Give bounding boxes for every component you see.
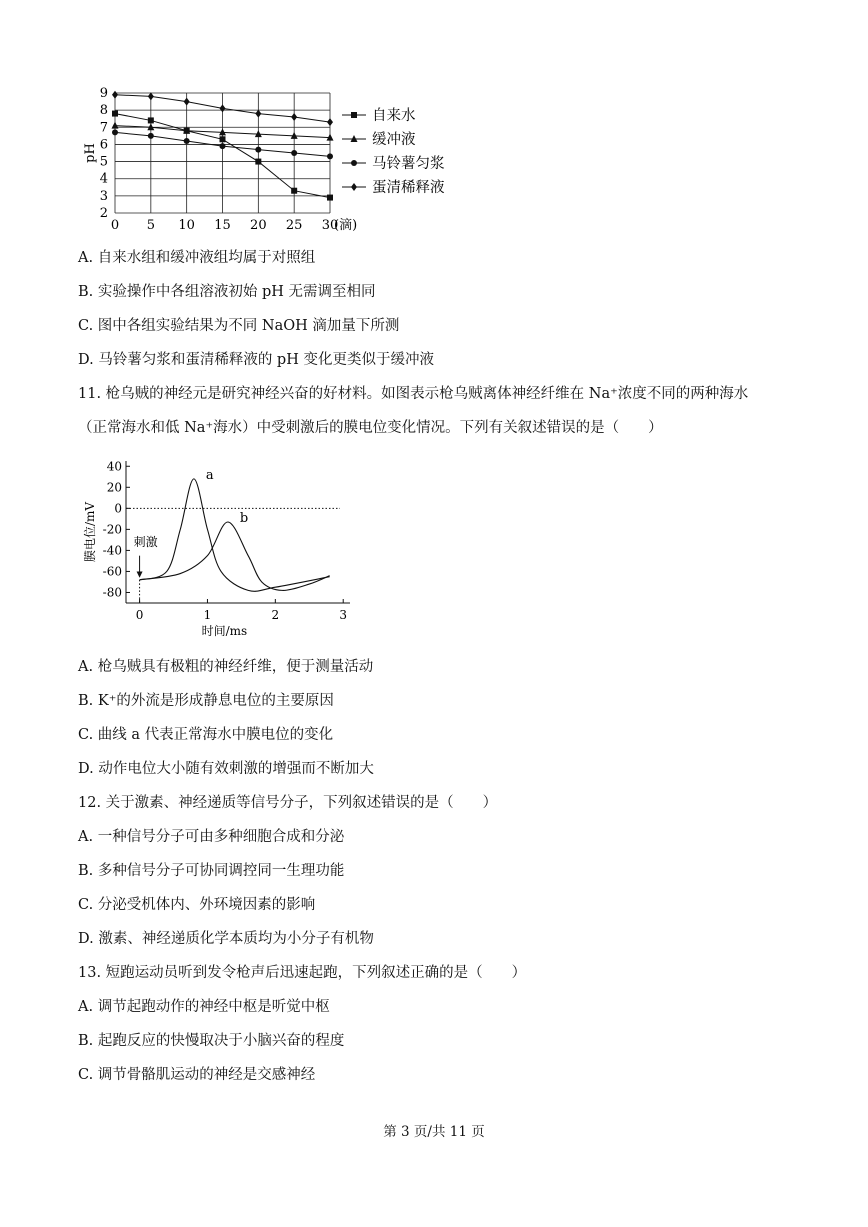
x-tick-label: 0 — [135, 608, 144, 622]
legend-label: 自来水 — [372, 108, 416, 124]
x-tick-label: 2 — [271, 608, 280, 622]
data-point-circle — [184, 138, 190, 144]
data-point-circle — [291, 150, 297, 156]
data-point-circle — [255, 147, 261, 153]
x-tick-label: 5 — [146, 218, 155, 233]
q11-stem-line1: 11. 枪乌贼的神经元是研究神经兴奋的好材料。如图表示枪乌贼离体神经纤维在 Na⁺浓度不同的两种海水 — [78, 386, 749, 402]
data-point-diamond — [112, 91, 118, 99]
y-tick-label: 0 — [114, 501, 122, 516]
q11-option-d: D. 动作电位大小随有效刺激的增强而不断加大 — [78, 761, 374, 777]
data-point-diamond — [255, 110, 261, 118]
curve-a — [140, 479, 330, 591]
y-axis-label: 膜电位/mV — [83, 501, 97, 563]
q13-stem: 13. 短跑运动员听到发令枪声后迅速起跑，下列叙述正确的是（ ） — [78, 965, 527, 981]
y-axis-label: pH — [83, 143, 98, 163]
x-tick-label: 25 — [285, 218, 303, 233]
q12-option-c: C. 分泌受机体内、外环境因素的影响 — [78, 897, 316, 913]
q13-option-b: B. 起跑反应的快慢取决于小脑兴奋的程度 — [78, 1033, 345, 1049]
y-tick-label: 8 — [99, 103, 108, 119]
y-tick-label: 9 — [99, 86, 108, 101]
data-point-triangle — [112, 122, 119, 129]
x-tick-label: 20 — [250, 218, 267, 233]
q10-option-a: A. 自来水组和缓冲液组均属于对照组 — [78, 250, 316, 266]
data-point-circle — [220, 143, 226, 149]
x-unit-label: (滴) — [334, 218, 358, 233]
data-point-circle — [327, 153, 333, 159]
ph-chart — [80, 85, 550, 235]
legend-label: 缓冲液 — [372, 132, 416, 148]
legend-marker-diamond — [351, 183, 357, 191]
q11-option-a: A. 枪乌贼具有极粗的神经纤维，便于测量活动 — [78, 659, 374, 675]
legend-marker-circle — [351, 160, 357, 166]
y-tick-label: -60 — [102, 564, 122, 579]
y-tick-label: 40 — [106, 459, 122, 474]
data-point-square — [327, 195, 333, 201]
data-point-diamond — [291, 113, 297, 121]
q10-option-b: B. 实验操作中各组溶液初始 pH 无需调至相同 — [78, 284, 376, 300]
data-point-diamond — [184, 98, 190, 106]
y-tick-label: -40 — [102, 543, 122, 558]
q13-option-a: A. 调节起跑动作的神经中枢是听觉中枢 — [78, 999, 330, 1015]
legend-marker-square — [351, 112, 357, 118]
q11-option-c: C. 曲线 a 代表正常海水中膜电位的变化 — [78, 727, 334, 743]
data-point-diamond — [148, 92, 154, 100]
q12-option-d: D. 激素、神经递质化学本质均为小分子有机物 — [78, 931, 374, 947]
curve-b — [140, 522, 330, 590]
data-point-square — [220, 136, 226, 142]
x-tick-label: 1 — [203, 608, 212, 622]
x-tick-label: 30 — [321, 218, 339, 233]
data-point-circle — [112, 129, 118, 135]
x-tick-label: 3 — [339, 608, 348, 622]
y-tick-label: 6 — [99, 137, 108, 153]
curve-label-a: a — [205, 467, 214, 483]
x-tick-label: 15 — [214, 218, 231, 233]
x-tick-label: 0 — [110, 218, 120, 233]
y-tick-label: 7 — [99, 120, 108, 136]
stimulus-label: 刺激 — [133, 535, 158, 550]
y-tick-label: 3 — [99, 188, 108, 204]
q10-option-d: D. 马铃薯匀浆和蛋清稀释液的 pH 变化更类似于缓冲液 — [78, 352, 434, 368]
q12-option-b: B. 多种信号分子可协同调控同一生理功能 — [78, 863, 345, 879]
q11-option-b: B. K⁺的外流是形成静息电位的主要原因 — [78, 693, 334, 709]
data-point-square — [291, 188, 297, 194]
y-tick-label: -80 — [102, 585, 122, 600]
q10-option-c: C. 图中各组实验结果为不同 NaOH 滴加量下所测 — [78, 318, 400, 334]
stimulus-arrow-head — [137, 571, 143, 577]
q12-stem: 12. 关于激素、神经递质等信号分子，下列叙述错误的是（ ） — [78, 795, 498, 811]
page-footer: 第 3 页/共 11 页 — [383, 1124, 485, 1140]
legend-label: 蛋清稀释液 — [372, 180, 445, 196]
data-point-circle — [148, 133, 154, 139]
data-point-diamond — [220, 104, 226, 112]
data-point-diamond — [327, 118, 333, 126]
y-tick-label: 2 — [99, 206, 108, 221]
data-point-square — [112, 111, 118, 117]
q11-stem-line2: （正常海水和低 Na⁺海水）中受刺激后的膜电位变化情况。下列有关叙述错误的是（ ） — [78, 420, 663, 436]
y-tick-label: 20 — [106, 480, 122, 495]
data-point-square — [255, 159, 261, 165]
data-point-square — [148, 117, 154, 123]
x-axis-label: 时间/ms — [201, 624, 248, 638]
q12-option-a: A. 一种信号分子可由多种细胞合成和分泌 — [78, 829, 345, 845]
x-tick-label: 10 — [178, 218, 195, 233]
q13-option-c: C. 调节骨骼肌运动的神经是交感神经 — [78, 1067, 316, 1083]
legend-label: 马铃薯匀浆 — [372, 156, 445, 172]
curve-label-b: b — [239, 511, 249, 527]
y-tick-label: 4 — [99, 171, 108, 187]
membrane-potential-chart — [80, 455, 370, 645]
y-tick-label: -20 — [102, 522, 122, 537]
y-tick-label: 5 — [99, 154, 108, 170]
